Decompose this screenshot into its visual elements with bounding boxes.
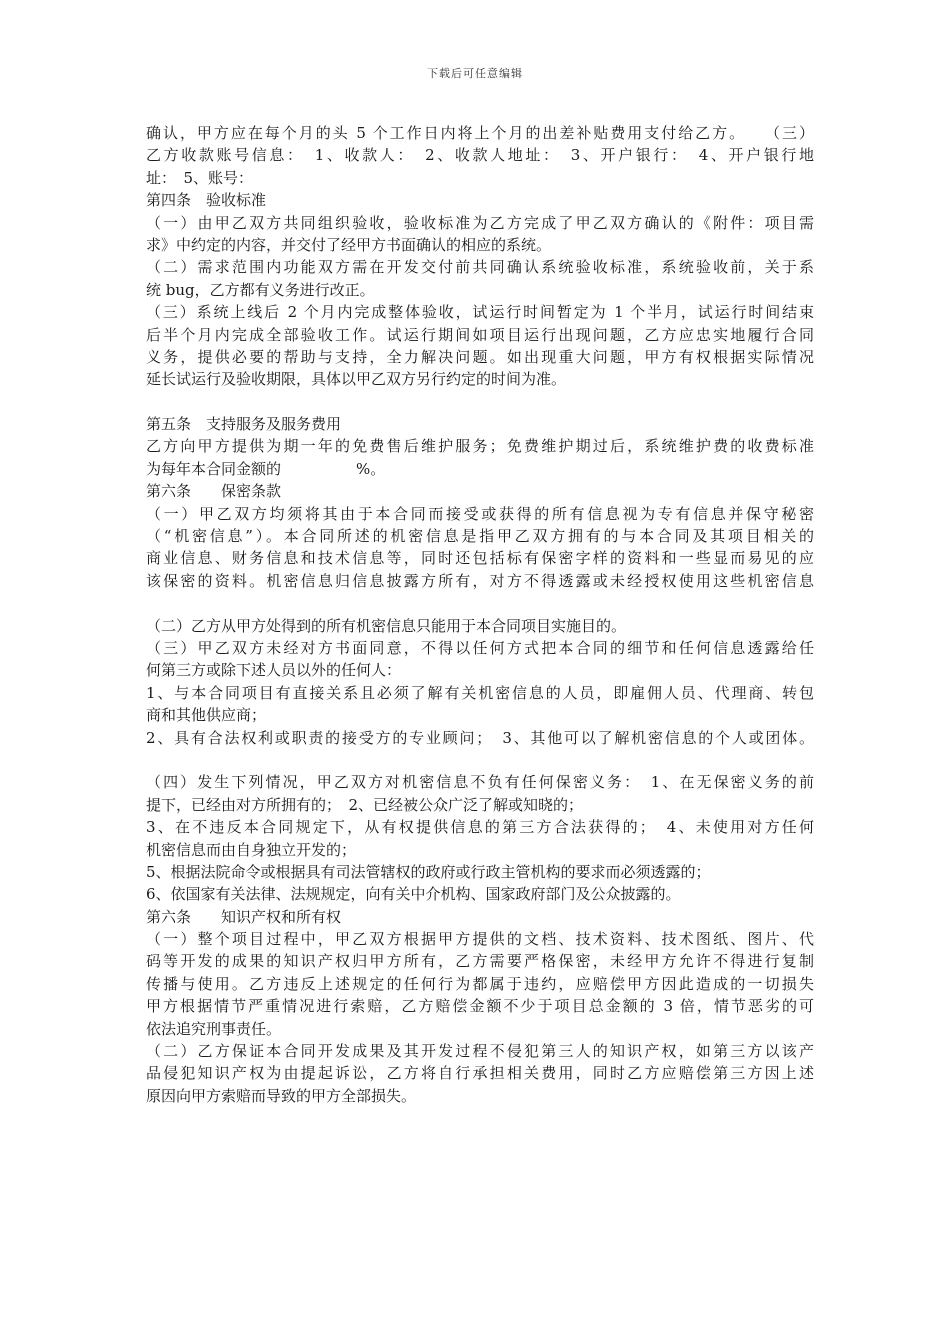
blank-line bbox=[146, 749, 814, 771]
text-line: 乙方向甲方提供为期一年的免费售后维护服务；免费维护期过后，系统维护费的收费标准 bbox=[146, 437, 814, 456]
text-line: 5、根据法院命令或根据具有司法管辖权的政府或行政主管机构的要求而必须透露的； bbox=[146, 862, 711, 881]
text-line: 何第三方或除下述人员以外的任何人： bbox=[146, 661, 402, 680]
text-line: 2、具有合法权利或职责的接受方的专业顾问； 3、其他可以了解机密信息的个人或团体。 bbox=[146, 728, 814, 747]
text-line: （二）需求范围内功能双方需在开发交付前共同确认系统验收标准，系统验收前，关于系 bbox=[146, 258, 814, 277]
text-line: 为每年本合同金额的 %。 bbox=[146, 459, 386, 478]
text-line: （二）乙方保证本合同开发成果及其开发过程不侵犯第三人的知识产权，如第三方以该产 bbox=[146, 1042, 814, 1061]
text-line: （二）乙方从甲方处得到的所有机密信息只能用于本合同项目实施目的。 bbox=[146, 616, 627, 635]
text-line: 求》中约定的内容，并交付了经甲方书面确认的相应的系统。 bbox=[146, 235, 552, 254]
text-line: 码等开发的成果的知识产权归甲方所有，乙方需要严格保密，未经甲方允许不得进行复制 bbox=[146, 952, 814, 971]
text-line: 后半个月内完成全部验收工作。试运行期间如项目运行出现问题，乙方应忠实地履行合同 bbox=[146, 325, 814, 344]
text-line: 该保密的资料。机密信息归信息披露方所有，对方不得透露或未经授权使用这些机密信息 bbox=[146, 571, 814, 590]
text-line: 乙方收款账号信息： 1、收款人： 2、收款人地址： 3、开户银行： 4、开户银行地 bbox=[146, 146, 814, 165]
text-line: 原因向甲方索赔而导致的甲方全部损失。 bbox=[146, 1086, 417, 1105]
text-line: 址： 5、账号： bbox=[146, 168, 254, 187]
text-line: 第六条 知识产权和所有权 bbox=[146, 907, 342, 926]
text-line: 6、依国家有关法律、法规规定，向有关中介机构、国家政府部门及公众披露的。 bbox=[146, 885, 681, 904]
text-line: （一）甲乙双方均须将其由于本合同而接受或获得的所有信息视为专有信息并保守秘密 bbox=[146, 504, 814, 523]
text-line: 甲方根据情节严重情况进行索赔，乙方赔偿金额不少于项目总金额的 3 倍，情节恶劣的可 bbox=[146, 997, 814, 1016]
document-body bbox=[146, 122, 814, 1107]
text-line: 确认，甲方应在每个月的头 5 个工作日内将上个月的出差补贴费用支付给乙方。 （三） bbox=[146, 124, 814, 142]
text-line: （三）系统上线后 2 个月内完成整体验收，试运行时间暂定为 1 个半月，试运行时间结束 bbox=[146, 303, 814, 322]
page-header: 下载后可任意编辑 bbox=[427, 67, 523, 80]
text-line: 商和其他供应商； bbox=[146, 706, 267, 725]
text-line: 义务，提供必要的帮助与支持，全力解决问题。如出现重大问题，甲方有权根据实际情况 bbox=[146, 347, 814, 366]
text-line: 提下，已经由对方所拥有的； 2、已经被公众广泛了解或知晓的； bbox=[146, 795, 584, 814]
text-line: 延长试运行及验收期限，具体以甲乙双方另行约定的时间为准。 bbox=[146, 370, 567, 389]
text-line: 1、与本合同项目有直接关系且必须了解有关机密信息的人员，即雇佣人员、代理商、转包 bbox=[146, 683, 814, 702]
text-line: 统 bug，乙方都有义务进行改正。 bbox=[146, 280, 375, 299]
text-line: 第五条 支持服务及服务费用 bbox=[146, 415, 342, 434]
text-line: 传播与使用。乙方违反上述规定的任何行为都属于违约，应赔偿甲方因此造成的一切损失 bbox=[146, 974, 814, 993]
text-line: （三）甲乙双方未经对方书面同意，不得以任何方式把本合同的细节和任何信息透露给任 bbox=[146, 638, 814, 657]
text-line: （一）整个项目过程中，甲乙双方根据甲方提供的文档、技术资料、技术图纸、图片、代 bbox=[146, 930, 814, 949]
text-line: 依法追究刑事责任。 bbox=[146, 1019, 282, 1038]
text-line: （“机密信息”）。本合同所述的机密信息是指甲乙双方拥有的与本合同及其项目相关的 bbox=[146, 527, 814, 546]
text-line: 3、在不违反本合同规定下，从有权提供信息的第三方合法获得的； 4、未使用对方任何 bbox=[146, 818, 814, 837]
text-line: 品侵犯知识产权为由提起诉讼，乙方将自行承担相关费用，同时乙方应赔偿第三方因上述 bbox=[146, 1064, 814, 1083]
blank-line bbox=[146, 391, 814, 413]
blank-line bbox=[146, 592, 814, 614]
text-line: 机密信息而由自身独立开发的； bbox=[146, 840, 357, 859]
text-line: 商业信息、财务信息和技术信息等，同时还包括标有保密字样的资料和一些显而易见的应 bbox=[146, 549, 814, 568]
text-line: 第四条 验收标准 bbox=[146, 191, 267, 210]
text-line: （一）由甲乙双方共同组织验收，验收标准为乙方完成了甲乙双方确认的《附件：项目需 bbox=[146, 213, 814, 232]
text-line: （四）发生下列情况，甲乙双方对机密信息不负有任何保密义务： 1、在无保密义务的前 bbox=[146, 773, 814, 792]
text-line: 第六条 保密条款 bbox=[146, 482, 282, 501]
